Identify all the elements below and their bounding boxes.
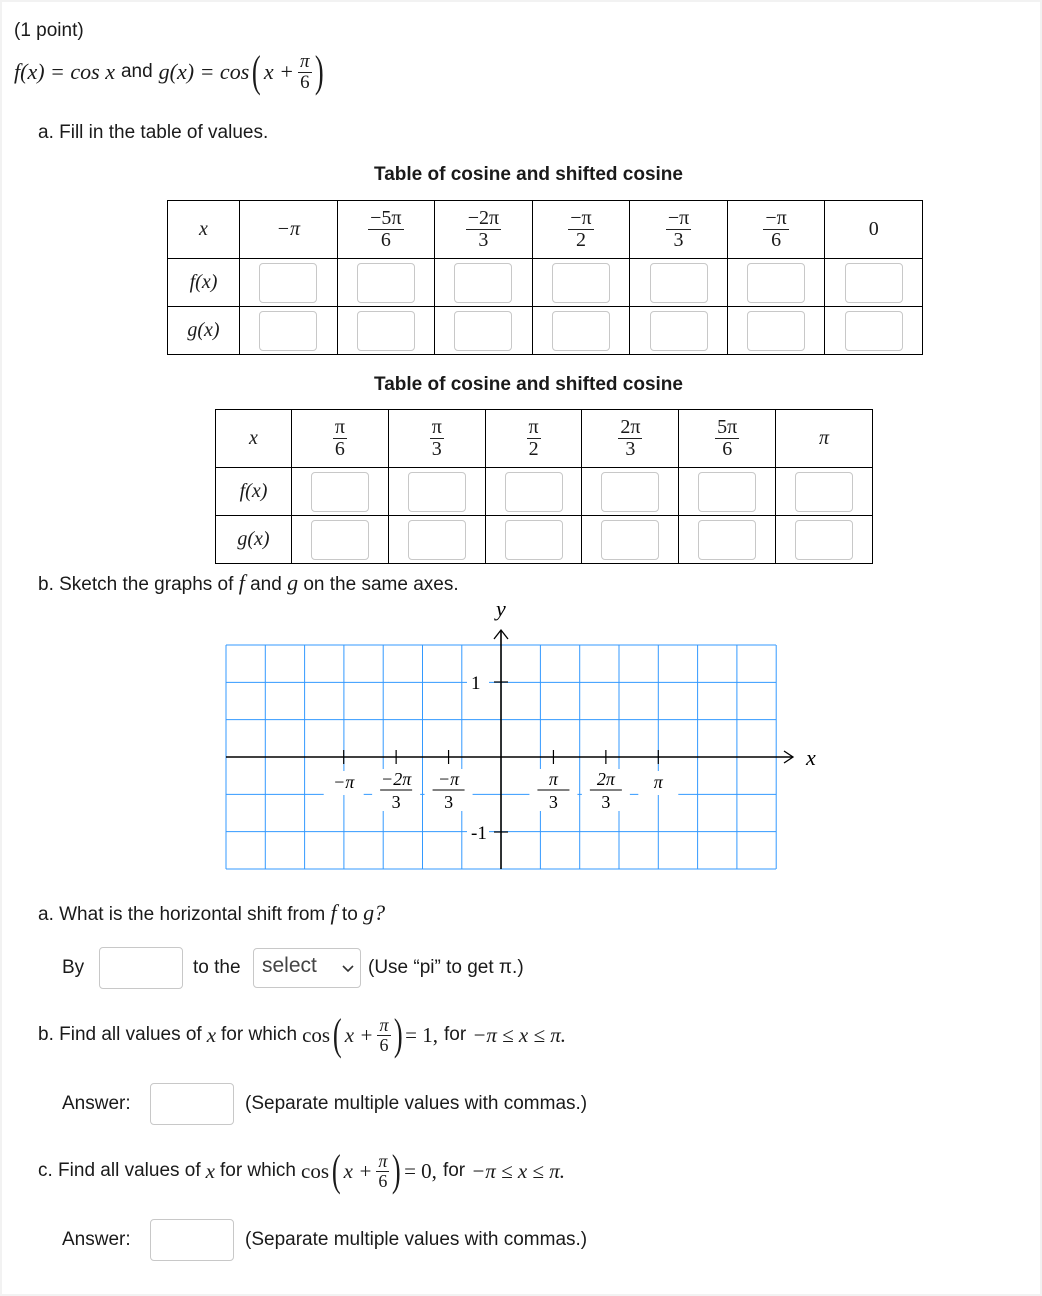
x-tick-label: −π: [437, 769, 460, 789]
separate-hint-1: (Separate multiple values with commas.): [245, 1093, 588, 1114]
y-tick-label: -1: [471, 823, 487, 844]
t2-x-value: $\frac{2\pi}{3}$: [582, 410, 679, 468]
t2-g-cell: [679, 516, 776, 564]
table2-x-row: [216, 410, 873, 468]
g-definition-prefix: g(x) = cos: [158, 59, 250, 84]
f-value-input[interactable]: [357, 263, 415, 303]
t2-x-value: $\frac{\pi}{2}$: [485, 410, 582, 468]
t1-g-cell: [532, 307, 630, 355]
sketch-graph[interactable]: [2, 592, 842, 882]
f-value-input[interactable]: [454, 263, 512, 303]
equals-one-question: b. Find all values of x for which cos ( x + $\frac{\pi}{6}$ ) = 1, for −π ≤ x ≤ π.: [38, 1010, 567, 1059]
t1-g-cell: [727, 307, 825, 355]
f-value-input[interactable]: [698, 472, 756, 512]
x-tick-label: 3: [548, 792, 558, 812]
left-paren: (: [252, 47, 261, 96]
f-value-input[interactable]: [408, 472, 466, 512]
t2-f-cell: [582, 468, 679, 516]
pi-over-6: $\frac{\pi}{6}$: [300, 50, 310, 93]
g-value-input[interactable]: [454, 311, 512, 351]
t1-g-cell: [435, 307, 533, 355]
equals-zero-answer-input[interactable]: [150, 1219, 234, 1261]
answer-label-1: Answer:: [62, 1093, 131, 1114]
t1-x-value: $\frac{-2\pi}{3}$: [435, 201, 533, 259]
t1-f-cell: [532, 259, 630, 307]
points-label: (1 point): [14, 20, 84, 41]
t1-f-cell: [435, 259, 533, 307]
right-paren: ): [314, 47, 324, 96]
t2-f-cell: [485, 468, 582, 516]
table2-g-row: [216, 516, 873, 564]
t2-g-cell: [485, 516, 582, 564]
table1-x-header: x: [168, 201, 240, 259]
t1-f-cell: [337, 259, 435, 307]
x-tick-label: π: [653, 772, 663, 792]
f-value-input[interactable]: [552, 263, 610, 303]
f-value-input[interactable]: [747, 263, 805, 303]
t2-g-cell: [388, 516, 485, 564]
x-tick-label: −2π: [381, 769, 412, 789]
t1-g-cell: [825, 307, 923, 355]
x-tick-label: 2π: [596, 769, 615, 789]
table2-g-header: g(x): [216, 516, 292, 564]
y-axis-label: y: [496, 596, 506, 621]
g-value-input[interactable]: [845, 311, 903, 351]
direction-select[interactable]: [253, 948, 361, 988]
function-definitions: [14, 44, 326, 100]
g-value-input[interactable]: [698, 520, 756, 560]
t2-g-cell: [582, 516, 679, 564]
g-value-input[interactable]: [357, 311, 415, 351]
f-value-input[interactable]: [795, 472, 853, 512]
t2-f-cell: [292, 468, 389, 516]
fill-table-instruction: a. Fill in the table of values.: [38, 122, 269, 143]
g-value-input[interactable]: [311, 520, 369, 560]
table2-x-header: x: [216, 410, 292, 468]
t1-f-cell: [727, 259, 825, 307]
x-tick-label: 3: [444, 792, 454, 812]
values-table-2: [215, 409, 873, 564]
t2-f-cell: [388, 468, 485, 516]
x-axis-label: x: [806, 745, 816, 770]
x-tick-label: 3: [391, 792, 401, 812]
t2-g-cell: [776, 516, 873, 564]
g-value-input[interactable]: [601, 520, 659, 560]
g-value-input[interactable]: [795, 520, 853, 560]
t1-x-value: $\frac{-\pi}{2}$: [532, 201, 630, 259]
f-value-input[interactable]: [845, 263, 903, 303]
t1-f-cell: [630, 259, 728, 307]
t1-x-value: −π: [240, 201, 338, 259]
t1-x-value: $\frac{-5\pi}{6}$: [337, 201, 435, 259]
t1-f-cell: [825, 259, 923, 307]
t1-f-cell: [240, 259, 338, 307]
to-the-label: to the: [193, 957, 241, 978]
x-tick-label: π: [548, 769, 558, 789]
t2-x-value: $\frac{5\pi}{6}$: [679, 410, 776, 468]
table1-caption: Table of cosine and shifted cosine: [374, 164, 683, 185]
g-value-input[interactable]: [747, 311, 805, 351]
t1-x-value: 0: [825, 201, 923, 259]
g-value-input[interactable]: [259, 311, 317, 351]
t2-g-cell: [292, 516, 389, 564]
equals-zero-question: c. Find all values of x for which cos ( x + $\frac{\pi}{6}$ ) = 0, for −π ≤ x ≤ π.: [38, 1146, 565, 1195]
shift-amount-input[interactable]: [99, 947, 183, 989]
sketch-instruction: b. Sketch the graphs of f and g on the same axes.: [38, 570, 459, 595]
equals-one-answer-input[interactable]: [150, 1083, 234, 1125]
t1-x-value: $\frac{-\pi}{6}$: [727, 201, 825, 259]
table2-caption: Table of cosine and shifted cosine: [374, 374, 683, 395]
t2-x-value: π: [776, 410, 873, 468]
t2-x-value: $\frac{\pi}{3}$: [388, 410, 485, 468]
x-tick-label: 3: [601, 792, 611, 812]
pi-hint: (Use “pi” to get π.): [368, 957, 524, 978]
f-value-input[interactable]: [601, 472, 659, 512]
t1-g-cell: [240, 307, 338, 355]
t1-g-cell: [630, 307, 728, 355]
problem-page: [2, 2, 1040, 1294]
by-label: By: [62, 957, 85, 978]
table2-f-row: [216, 468, 873, 516]
f-value-input[interactable]: [650, 263, 708, 303]
t1-x-value: $\frac{-\pi}{3}$: [630, 201, 728, 259]
g-value-input[interactable]: [408, 520, 466, 560]
t2-f-cell: [776, 468, 873, 516]
answer-label-2: Answer:: [62, 1229, 131, 1250]
table2-f-header: f(x): [216, 468, 292, 516]
t2-x-value: $\frac{\pi}{6}$: [292, 410, 389, 468]
table1-f-header: f(x): [168, 259, 240, 307]
table1-g-row: [168, 307, 923, 355]
shift-question: a. What is the horizontal shift from f to g?: [38, 900, 386, 925]
y-tick-label: 1: [471, 673, 481, 694]
g-value-input[interactable]: [650, 311, 708, 351]
table1-x-row: [168, 201, 923, 259]
and-word: and: [120, 61, 153, 82]
g-definition-arg: x +: [263, 59, 295, 84]
table1-f-row: [168, 259, 923, 307]
t2-f-cell: [679, 468, 776, 516]
direction-select-value: select: [262, 954, 317, 977]
table1-g-header: g(x): [168, 307, 240, 355]
f-value-input[interactable]: [311, 472, 369, 512]
f-value-input[interactable]: [505, 472, 563, 512]
x-tick-label: −π: [333, 772, 355, 792]
chevron-down-icon: [342, 964, 354, 974]
g-value-input[interactable]: [552, 311, 610, 351]
separate-hint-2: (Separate multiple values with commas.): [245, 1229, 588, 1250]
f-definition: f(x) = cos x: [14, 59, 115, 84]
f-value-input[interactable]: [259, 263, 317, 303]
g-value-input[interactable]: [505, 520, 563, 560]
t1-g-cell: [337, 307, 435, 355]
values-table-1: [167, 200, 923, 355]
